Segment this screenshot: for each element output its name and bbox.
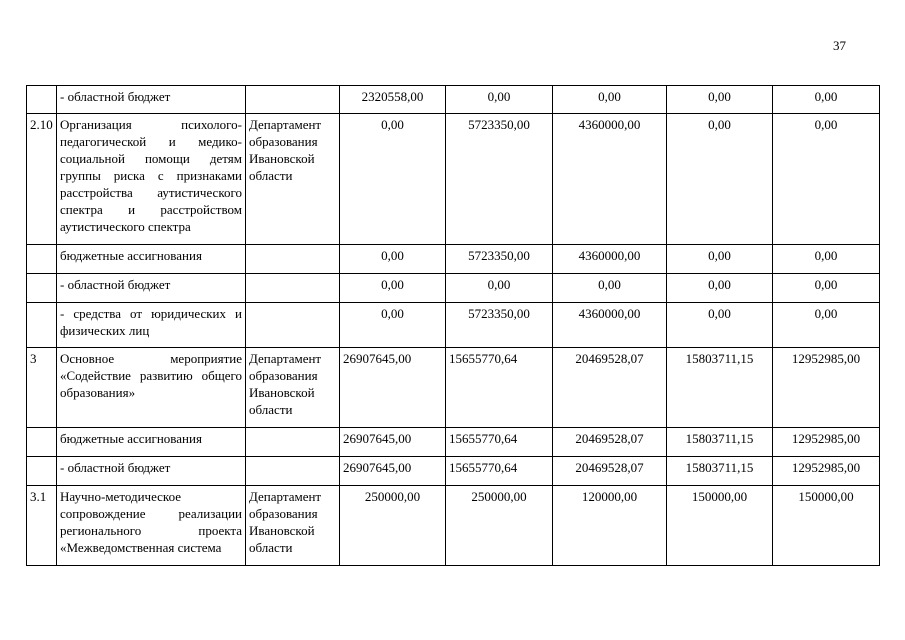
row-value: 0,00	[667, 303, 773, 348]
row-value: 5723350,00	[446, 303, 553, 348]
page-number: 37	[833, 38, 846, 53]
row-value: 2320558,00	[340, 86, 446, 114]
table-row	[27, 245, 880, 274]
row-value: 5723350,00	[446, 114, 553, 245]
row-executor	[246, 245, 340, 274]
row-value: 5723350,00	[446, 245, 553, 274]
row-value: 0,00	[667, 245, 773, 274]
row-value: 150000,00	[667, 486, 773, 566]
table-row	[27, 114, 880, 245]
row-value: 0,00	[340, 303, 446, 348]
row-code	[27, 303, 57, 348]
row-code	[27, 428, 57, 457]
row-executor	[246, 86, 340, 114]
table-row	[27, 486, 880, 566]
row-value: 20469528,07	[553, 348, 667, 428]
row-value: 0,00	[553, 86, 667, 114]
row-value: 26907645,00	[340, 428, 446, 457]
row-value: 0,00	[340, 114, 446, 245]
row-name: - областной бюджет	[57, 457, 246, 486]
row-value: 15655770,64	[446, 348, 553, 428]
row-value: 120000,00	[553, 486, 667, 566]
row-value: 20469528,07	[553, 428, 667, 457]
row-name: Основное мероприятие «Содействие развитию общего образования»	[57, 348, 246, 428]
row-code: 2.10	[27, 114, 57, 245]
table-row	[27, 274, 880, 303]
row-executor: Департамент образования Ивановской области	[246, 114, 340, 245]
row-value: 250000,00	[340, 486, 446, 566]
row-executor	[246, 428, 340, 457]
row-value: 15655770,64	[446, 428, 553, 457]
table-row	[27, 457, 880, 486]
row-value: 0,00	[667, 114, 773, 245]
row-value: 250000,00	[446, 486, 553, 566]
row-code	[27, 457, 57, 486]
row-value: 0,00	[773, 274, 880, 303]
row-code	[27, 245, 57, 274]
row-value: 15803711,15	[667, 428, 773, 457]
row-name: - областной бюджет	[57, 86, 246, 114]
row-value: 0,00	[340, 274, 446, 303]
row-code	[27, 274, 57, 303]
row-value: 20469528,07	[553, 457, 667, 486]
row-value: 0,00	[340, 245, 446, 274]
row-value: 12952985,00	[773, 457, 880, 486]
table-row	[27, 348, 880, 428]
row-name: - средства от юридических и физических лиц	[57, 303, 246, 348]
row-value: 12952985,00	[773, 348, 880, 428]
row-value: 0,00	[667, 86, 773, 114]
row-value: 0,00	[773, 86, 880, 114]
row-value: 15655770,64	[446, 457, 553, 486]
row-value: 15803711,15	[667, 348, 773, 428]
row-name: - областной бюджет	[57, 274, 246, 303]
row-executor: Департамент образования Ивановской области	[246, 348, 340, 428]
row-name: бюджетные ассигнования	[57, 245, 246, 274]
row-value: 26907645,00	[340, 348, 446, 428]
row-value: 0,00	[773, 303, 880, 348]
row-value: 4360000,00	[553, 303, 667, 348]
row-name: бюджетные ассигнования	[57, 428, 246, 457]
row-value: 0,00	[446, 274, 553, 303]
row-value: 150000,00	[773, 486, 880, 566]
table-row	[27, 428, 880, 457]
row-code: 3.1	[27, 486, 57, 566]
row-value: 0,00	[667, 274, 773, 303]
table-row	[27, 86, 880, 114]
row-code	[27, 86, 57, 114]
row-value: 0,00	[773, 245, 880, 274]
row-code: 3	[27, 348, 57, 428]
budget-table	[26, 85, 880, 566]
row-executor	[246, 303, 340, 348]
row-executor	[246, 274, 340, 303]
row-value: 0,00	[553, 274, 667, 303]
row-value: 4360000,00	[553, 114, 667, 245]
row-value: 12952985,00	[773, 428, 880, 457]
row-name: Научно-методическое сопровождение реализации регионального проекта «Межведомственная система	[57, 486, 246, 566]
table-row	[27, 303, 880, 348]
row-value: 0,00	[446, 86, 553, 114]
row-value: 15803711,15	[667, 457, 773, 486]
row-value: 26907645,00	[340, 457, 446, 486]
row-value: 4360000,00	[553, 245, 667, 274]
row-executor: Департамент образования Ивановской области	[246, 486, 340, 566]
row-name: Организация психолого-педагогической и медико-социальной помощи детям группы риска с признаками расстройства аутистического спектра и расстройством аутистического спектра	[57, 114, 246, 245]
row-value: 0,00	[773, 114, 880, 245]
row-executor	[246, 457, 340, 486]
